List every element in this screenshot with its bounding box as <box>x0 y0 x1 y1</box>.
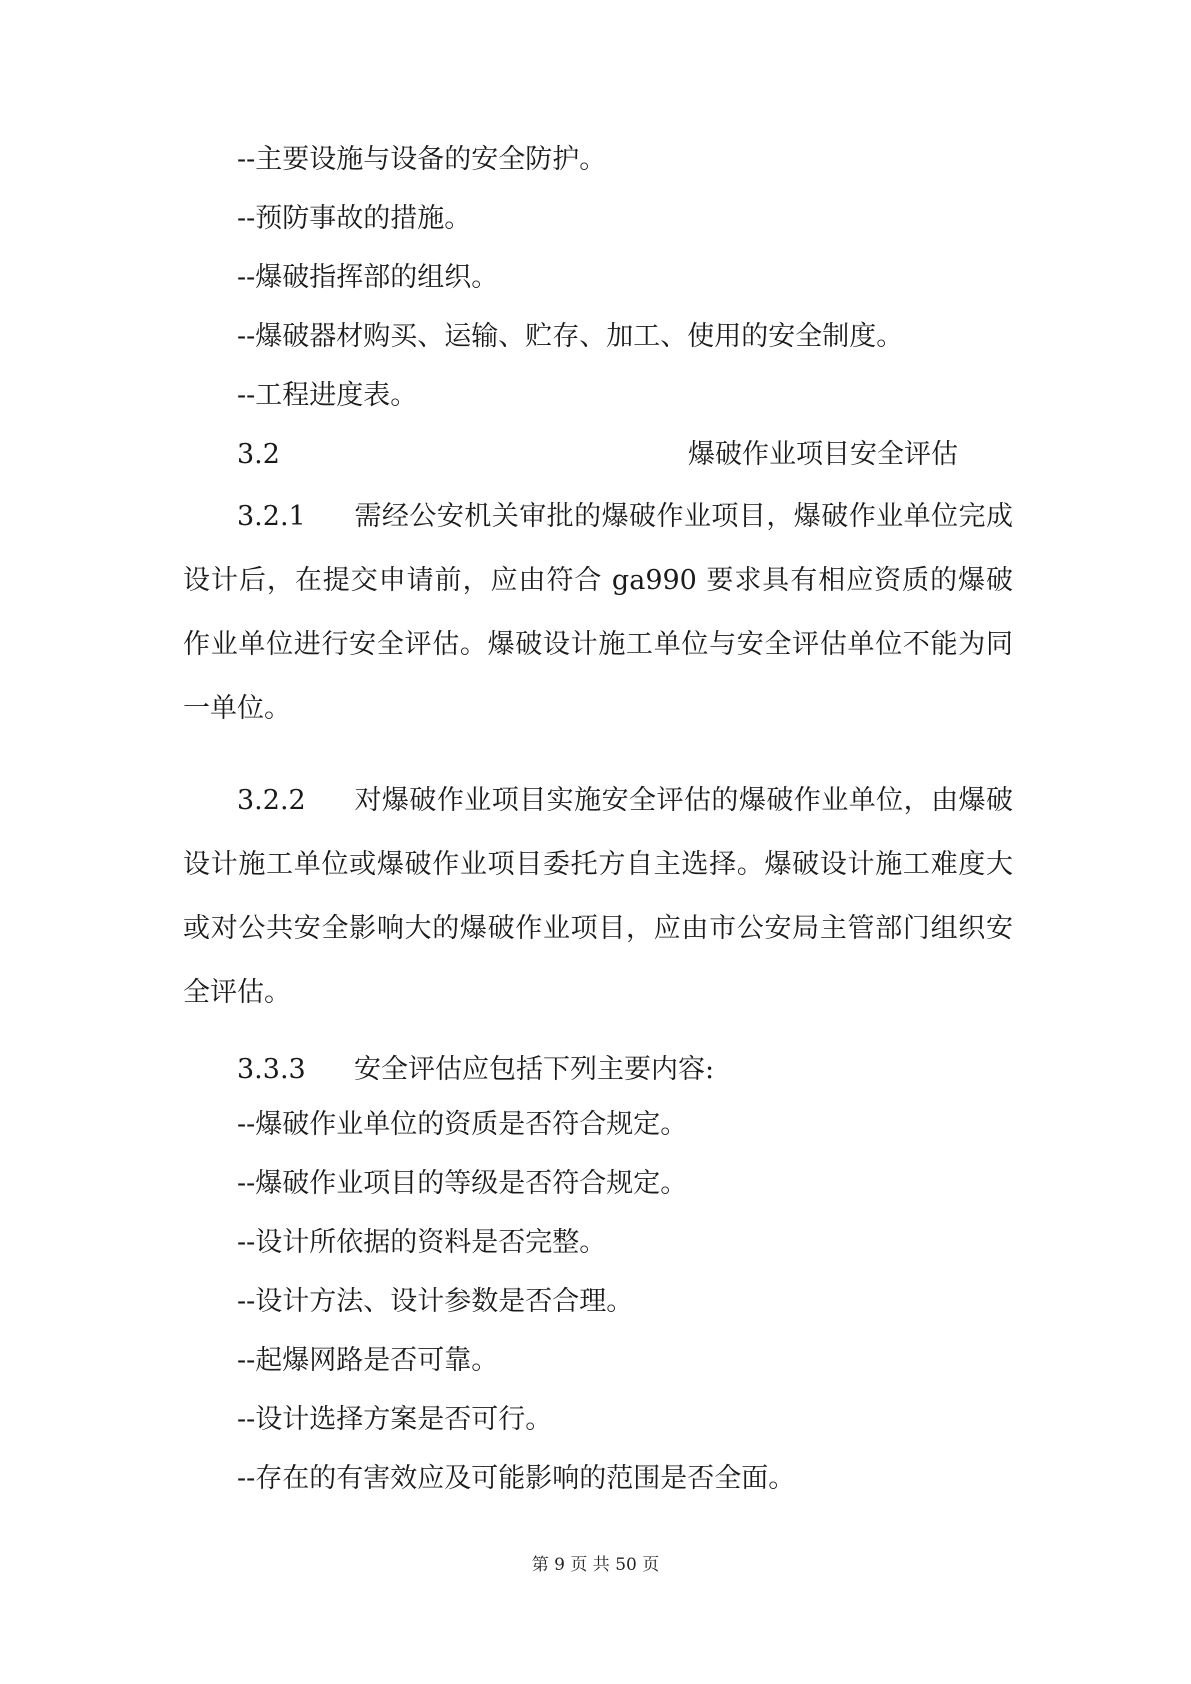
list-item: --爆破器材购买、运输、贮存、加工、使用的安全制度。 <box>237 321 904 352</box>
paragraph-text: 安全评估应包括下列主要内容: <box>354 1054 715 1085</box>
list-item: --爆破作业单位的资质是否符合规定。 <box>237 1109 688 1140</box>
list-item: --存在的有害效应及可能影响的范围是否全面。 <box>237 1463 796 1494</box>
list-item: --起爆网路是否可靠。 <box>237 1345 499 1376</box>
list-item: --设计选择方案是否可行。 <box>237 1404 553 1435</box>
paragraph-3-2-1 <box>183 485 1013 741</box>
list-item: --设计方法、设计参数是否合理。 <box>237 1286 634 1317</box>
paragraph-number: 3.2.2 <box>237 785 306 816</box>
paragraph-text: 对爆破作业项目实施安全评估的爆破作业单位，由爆破设计施工单位或爆破作业项目委托方自主选择。爆破设计施工难度大或对公共安全影响大的爆破作业项目，应由市公安局主管部门组织安全评估。 <box>183 785 1013 1008</box>
page-footer: 第 9 页 共 50 页 <box>531 1555 660 1575</box>
paragraph-number: 3.2.1 <box>237 501 306 532</box>
paragraph-text: 需经公安机关审批的爆破作业项目，爆破作业单位完成设计后，在提交申请前，应由符合 ga990 要求具有相应资质的爆破作业单位进行安全评估。爆破设计施工单位与安全评估单位不能为同一单位。 <box>183 501 1013 724</box>
list-item: --主要设施与设备的安全防护。 <box>237 144 607 175</box>
section-number: 3.2 <box>237 439 280 470</box>
paragraph-3-2-2 <box>183 769 1013 1025</box>
list-item: --爆破作业项目的等级是否符合规定。 <box>237 1168 688 1199</box>
list-item: --工程进度表。 <box>237 380 418 411</box>
section-title: 爆破作业项目安全评估 <box>688 439 958 470</box>
list-item: --预防事故的措施。 <box>237 203 472 234</box>
paragraph-number: 3.3.3 <box>237 1054 306 1085</box>
paragraph-3-3-3 <box>183 1038 1013 1102</box>
list-item: --设计所依据的资料是否完整。 <box>237 1227 607 1258</box>
list-item: --爆破指挥部的组织。 <box>237 262 499 293</box>
